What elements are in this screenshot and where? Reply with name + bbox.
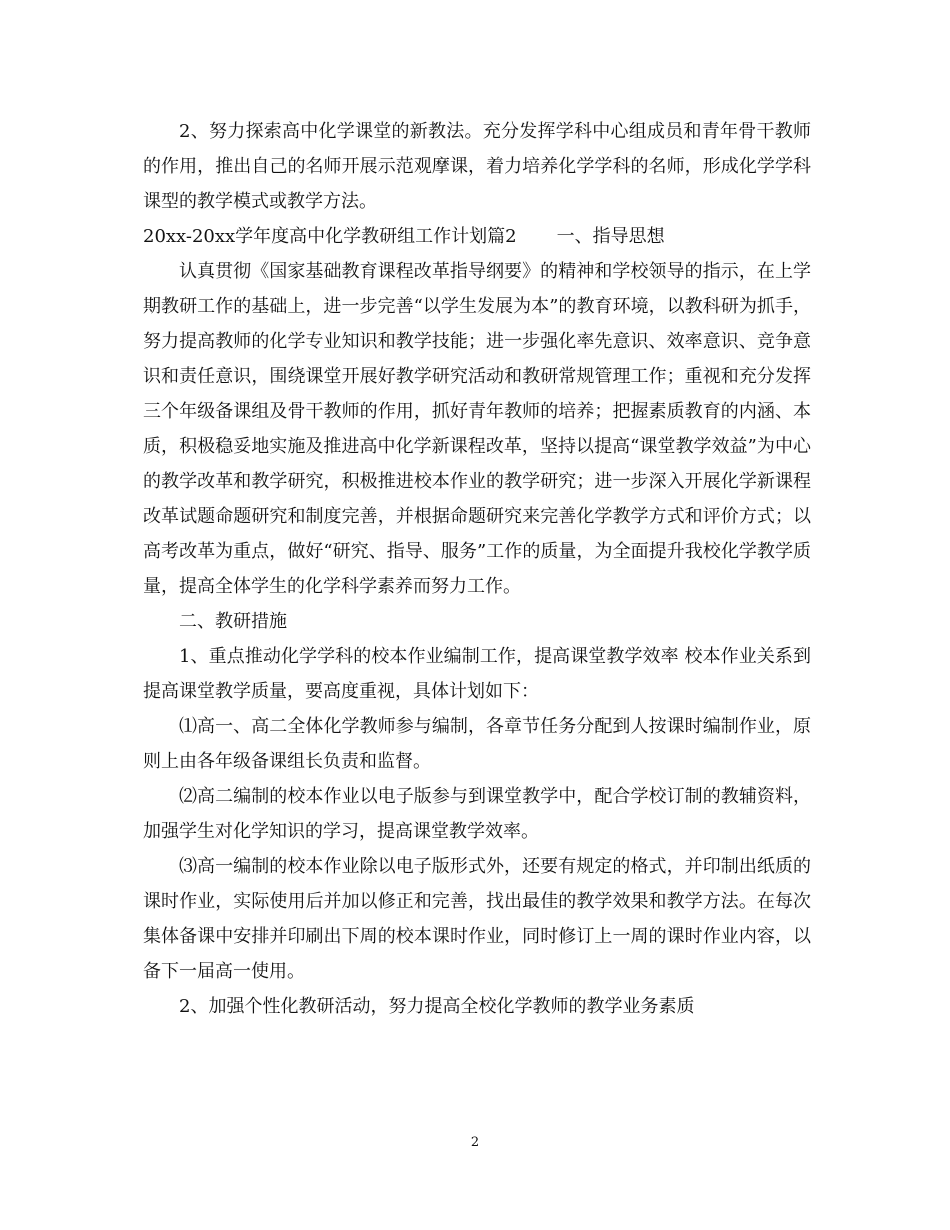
paragraph-teaching-method: 2、努力探索高中化学课堂的新教法。充分发挥学科中心组成员和青年骨干教师的作用，推出自己的名师开展示范观摩课，着力培养化学学科的名师，形成化学学科课型的教学模式或教学方法。 — [143, 121, 811, 212]
plan-title: 20xx-20xx学年度高中化学教研组工作计划篇2 — [143, 226, 517, 247]
document-body — [143, 114, 811, 1024]
page-number: 2 — [470, 1135, 480, 1150]
paragraph-item-1: ⑴高一、高二全体化学教师参与编制，各章节任务分配到人按课时编制作业，原则上由各年级备课组长负责和监督。 — [143, 716, 811, 772]
paragraph-item-2: ⑵高二编制的校本作业以电子版参与到课堂教学中，配合学校订制的教辅资料，加强学生对化学知识的学习，提高课堂教学效率。 — [143, 786, 811, 842]
section-heading — [143, 219, 811, 254]
paragraph-item-3: ⑶高一编制的校本作业除以电子版形式外，还要有规定的格式，并印制出纸质的课时作业，实际使用后并加以修正和完善，找出最佳的教学效果和教学方法。在每次集体备课中安排并印刷出下周的校本课时作业，同时修订上一周的课时作业内容，以备下一届高一使用。 — [143, 856, 811, 982]
paragraph-measure-1: 1、重点推动化学学科的校本作业编制工作，提高课堂教学效率 校本作业关系到提高课堂教学质量，要高度重视，具体计划如下： — [143, 646, 811, 702]
paragraph-guiding-ideology: 认真贯彻《国家基础教育课程改革指导纲要》的精神和学校领导的指示，在上学期教研工作的基础上，进一步完善“以学生发展为本”的教育环境，以教科研为抓手，努力提高教师的化学专业知识和教学技能；进一步强化率先意识、效率意识、竞争意识和责任意识，围绕课堂开展好教学研究活动和教研常规管理工作；重视和充分发挥三个年级备课组及骨干教师的作用，抓好青年教师的培养；把握素质教育的内涵、本质，积极稳妥地实施及推进高中化学新课程改革，坚持以提高“课堂教学效益”为中心的教学改革和教学研究，积极推进校本作业的教学研究；进一步深入开展化学新课程改革试题命题研究和制度完善，并根据命题研究来完善化学教学方式和评价方式；以高考改革为重点，做好“研究、指导、服务”工作的质量，为全面提升我校化学教学质量，提高全体学生的化学科学素养而努力工作。 — [143, 261, 811, 597]
guiding-ideology-heading: 一、指导思想 — [556, 226, 665, 247]
paragraph-measure-2: 2、加强个性化教研活动，努力提高全校化学教师的教学业务素质 — [179, 996, 695, 1017]
heading-research-measures: 二、教研措施 — [179, 611, 287, 632]
